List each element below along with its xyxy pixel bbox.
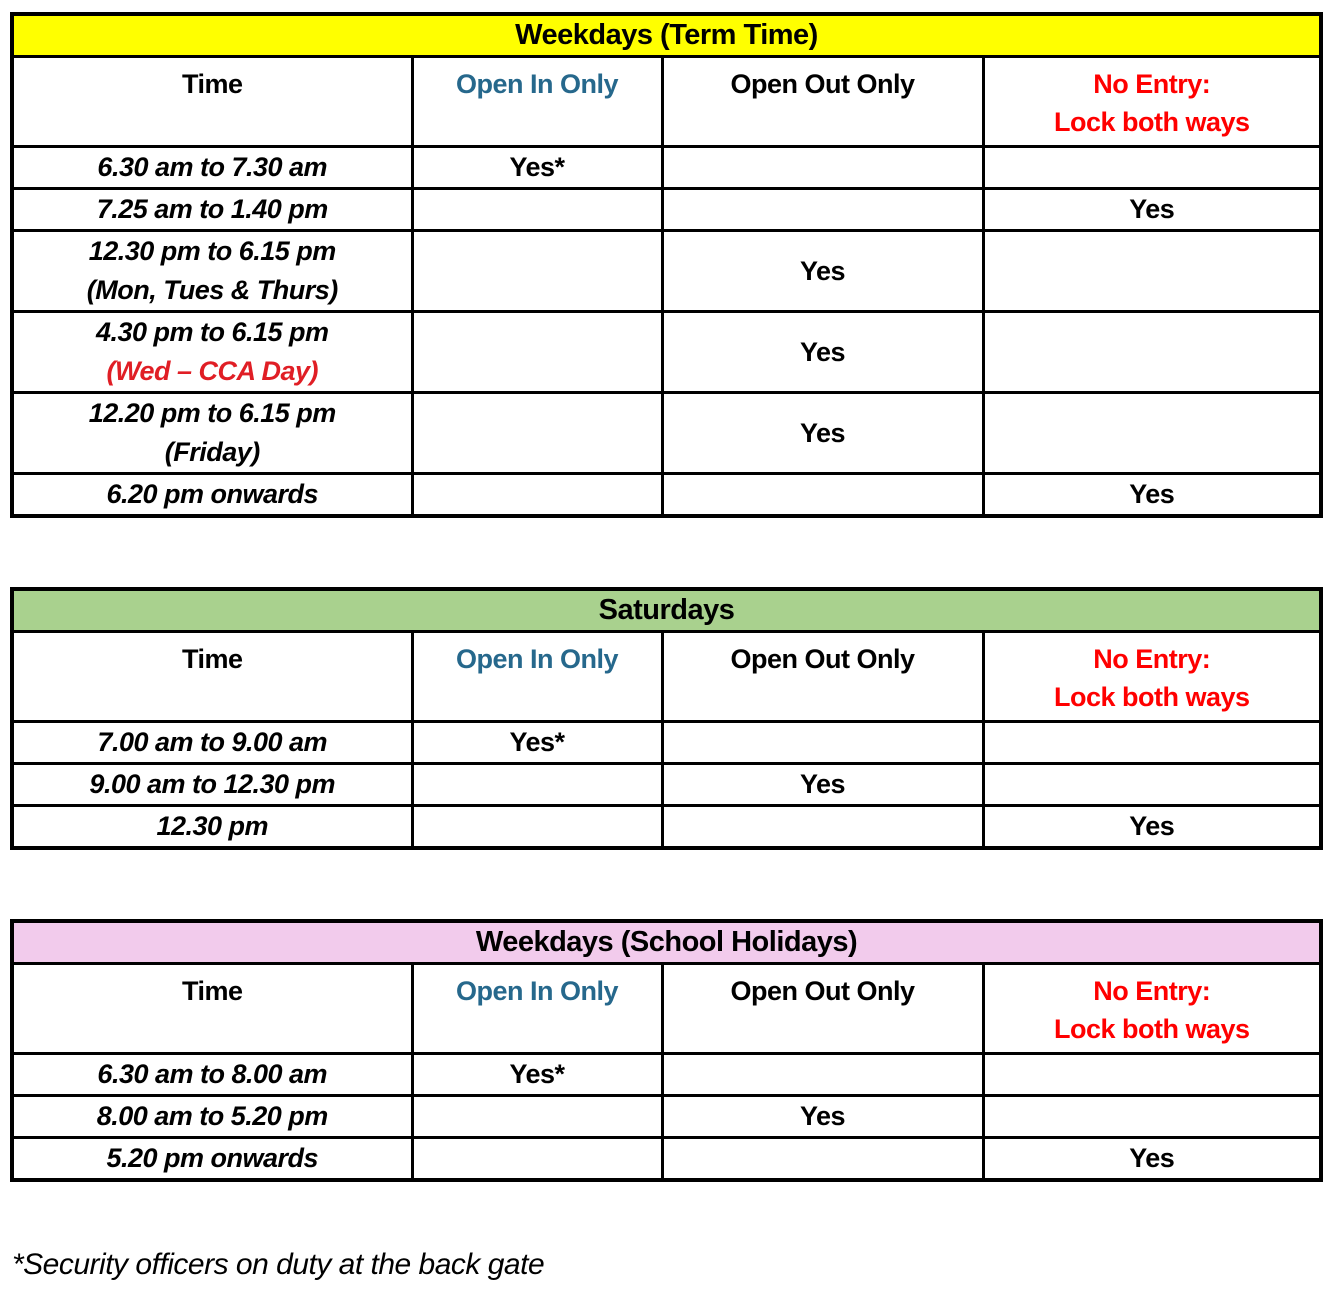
no-entry-cell [983,312,1321,393]
time-cell: 9.00 am to 12.30 pm [12,764,412,806]
no-entry-cell [983,764,1321,806]
open-in-cell: Yes* [412,722,662,764]
table-row [12,147,1321,189]
no-entry-cell: Yes [983,1138,1321,1181]
open-in-cell: Yes* [412,1054,662,1096]
open-out-cell [662,806,983,849]
column-header-open-in: Open In Only [412,964,662,1054]
open-out-cell: Yes [662,764,983,806]
no-entry-cell [983,393,1321,474]
column-header-no-entry [983,632,1321,722]
table-row [12,393,1321,474]
no-entry-line2: Lock both ways [1053,1014,1250,1044]
table-row [12,231,1321,312]
time-cell: 4.30 pm to 6.15 pm (Wed – CCA Day) [12,312,412,393]
no-entry-line2: Lock both ways [1053,107,1250,137]
open-out-cell [662,189,983,231]
no-entry-cell [983,147,1321,189]
open-in-cell: Yes* [412,147,662,189]
open-out-cell [662,1054,983,1096]
open-in-cell [412,1096,662,1138]
column-header-no-entry [983,57,1321,147]
open-in-cell [412,806,662,849]
no-entry-line1: No Entry: [1093,644,1211,674]
time-cell: 12.30 pm to 6.15 pm (Mon, Tues & Thurs) [12,231,412,312]
no-entry-cell [983,231,1321,312]
school-holidays-table [10,919,1323,1182]
no-entry-cell: Yes [983,806,1321,849]
open-in-cell [412,764,662,806]
open-out-cell [662,722,983,764]
column-header-open-out: Open Out Only [662,964,983,1054]
open-in-cell [412,1138,662,1181]
open-in-cell [412,189,662,231]
column-header-open-in: Open In Only [412,57,662,147]
no-entry-line2: Lock both ways [1054,682,1250,712]
open-out-cell [662,474,983,517]
open-out-cell: Yes [662,231,983,312]
table-row [12,312,1321,393]
table-row [12,1138,1321,1181]
table-title: Weekdays (School Holidays) [12,921,1321,964]
time-cell: 8.00 am to 5.20 pm [12,1096,412,1138]
table-row [12,1096,1321,1138]
time-cell: 12.30 pm [12,806,412,849]
open-out-cell [662,1138,983,1181]
column-header-time: Time [12,57,412,147]
open-in-cell [412,231,662,312]
time-cell: 6.30 am to 8.00 am [12,1054,412,1096]
time-cell: 7.00 am to 9.00 am [12,722,412,764]
footnote: *Security officers on duty at the back gate [12,1248,545,1281]
column-header-no-entry [983,964,1321,1054]
no-entry-cell [983,1054,1321,1096]
table-row [12,722,1321,764]
time-cell: 12.20 pm to 6.15 pm (Friday) [12,393,412,474]
no-entry-line1: No Entry: [1093,976,1211,1006]
table-title: Weekdays (Term Time) [12,14,1321,57]
open-out-cell: Yes [662,312,983,393]
time-cell: 6.30 am to 7.30 am [12,147,412,189]
open-out-cell: Yes [662,1096,983,1138]
no-entry-cell: Yes [983,474,1321,517]
time-cell: 7.25 am to 1.40 pm [12,189,412,231]
table-row [12,189,1321,231]
open-in-cell [412,393,662,474]
open-in-cell [412,312,662,393]
no-entry-cell: Yes [983,189,1321,231]
no-entry-cell [983,1096,1321,1138]
table-row [12,806,1321,849]
saturdays-table [10,587,1323,850]
open-in-cell [412,474,662,517]
table-row [12,764,1321,806]
no-entry-cell [983,722,1321,764]
table-row [12,474,1321,517]
open-out-cell [662,147,983,189]
term-time-table [10,12,1323,518]
no-entry-line1: No Entry: [1093,69,1211,99]
table-title: Saturdays [12,589,1321,632]
column-header-time: Time [12,964,412,1054]
time-cell: 5.20 pm onwards [12,1138,412,1181]
column-header-time: Time [12,632,412,722]
open-out-cell: Yes [662,393,983,474]
table-row [12,1054,1321,1096]
column-header-open-in: Open In Only [412,632,662,722]
time-cell: 6.20 pm onwards [12,474,412,517]
column-header-open-out: Open Out Only [662,632,983,722]
column-header-open-out: Open Out Only [662,57,983,147]
